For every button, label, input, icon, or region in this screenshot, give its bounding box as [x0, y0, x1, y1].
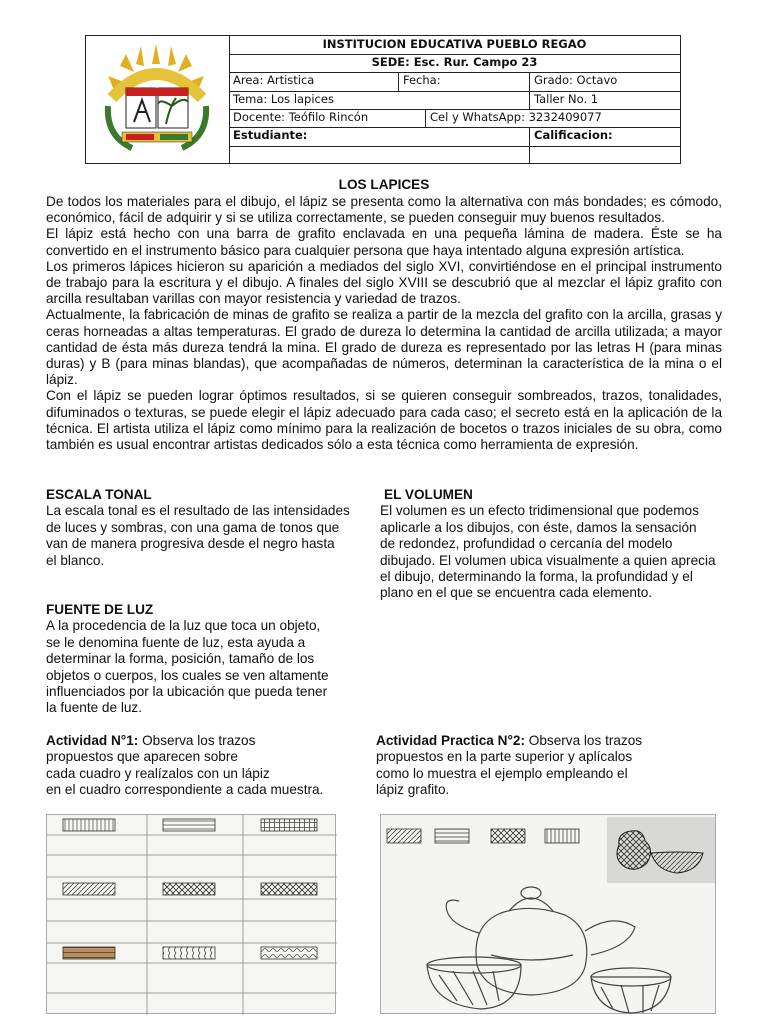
school-logo: [86, 36, 230, 163]
volumen-section: [380, 487, 730, 602]
actividad-1: [46, 733, 366, 799]
text-line: de luces y sombras, con una gama de tonos que: [46, 519, 340, 535]
text-line: Observa los trazos: [524, 733, 643, 748]
taller: Taller No. 1: [529, 91, 680, 109]
actividad-1-label: Actividad N°1:: [46, 733, 139, 748]
institution-name: INSTITUCION EDUCATIVA PUEBLO REGAO: [322, 37, 587, 51]
text-line: propuestos que aparecen sobre: [46, 749, 238, 765]
text-line: aplicarle a los dibujos, con éste, damos la sensación: [380, 519, 697, 535]
intro-paragraph-4: Actualmente, la fabricación de minas de grafito se realiza a partir de la mezcla del grafito con la arcilla, grasas y ceras horneadas a altas temperaturas. El grado de dureza lo determina la cantidad de arcilla utilizada; a mayor cantidad de ésta más dureza tendrá la mina. El grado de dureza es representado por las letras H (para minas duras) y B (para minas blandas), que acompañadas de números, determinan la característica de la mina o el lápiz.: [46, 307, 722, 388]
text-line: El volumen es un efecto tridimensional que podemos: [380, 503, 699, 519]
tema-row: [229, 91, 680, 110]
text-line: en el cuadro correspondiente a cada muestra.: [46, 782, 324, 798]
docente-row: [229, 109, 680, 128]
volumen-heading: EL VOLUMEN: [384, 487, 473, 502]
grado: Grado: Octavo: [529, 72, 680, 91]
teapot-drawing-image: [380, 814, 716, 1014]
sede-row: [229, 54, 680, 73]
text-line: A la procedencia de la luz que toca un objeto,: [46, 618, 321, 634]
empty-row: [229, 146, 680, 163]
text-line: la fuente de luz.: [46, 700, 142, 716]
page-title: LOS LAPICES: [338, 177, 430, 192]
estudiante-row: [229, 127, 680, 147]
intro-paragraph-3: Los primeros lápices hicieron su aparición a mediados del siglo XVI, convirtiéndose en el principal instrumento de trabajo para la escritura y el dibujo. A finales del siglo XVIII se descubrió que al mezclar el lápiz grafito con arcilla resultaban varillas con mayor resistencia y variedad de trazos.: [46, 258, 722, 307]
text-line: propuestos en la parte superior y aplícalos: [376, 749, 633, 765]
text-line: como lo muestra el ejemplo empleando el: [376, 765, 628, 781]
intro-text: [46, 194, 722, 453]
text-line: Observa los trazos: [138, 733, 256, 748]
escala-tonal-section: [46, 487, 366, 569]
actividad-2-line-1: [376, 733, 716, 749]
docente: Docente: Teófilo Rincón: [233, 110, 369, 124]
text-line: de redondez, profundidad o cercanía del modelo: [380, 536, 673, 552]
institution-row: [229, 36, 680, 55]
text-line: van de manera progresiva desde el negro hasta: [46, 536, 335, 552]
text-line: cada cuadro y realízalos con un lápiz: [46, 765, 270, 781]
fecha: Fecha:: [398, 72, 529, 91]
header-table: [85, 35, 681, 164]
fuente-luz-section: [46, 602, 366, 717]
fuente-luz-heading: FUENTE DE LUZ: [46, 602, 154, 617]
text-line: determinar la forma, posición, tamaño de los: [46, 651, 315, 667]
text-line: objetos o cuerpos, los cuales se ven altamente: [46, 667, 329, 683]
actividad-1-line-1: [46, 733, 366, 749]
actividad-2: [376, 733, 716, 799]
escala-tonal-heading: ESCALA TONAL: [46, 487, 152, 502]
stroke-practice-grid-image: [46, 814, 336, 1014]
tema: Tema: Los lapices: [233, 92, 334, 106]
intro-paragraph-1: De todos los materiales para el dibujo, el lápiz se presenta como la alternativa con más bondades; es cómodo, económico, fácil de adquirir y si se utiliza correctamente, se pueden conseguir muy buenos resultados.: [46, 194, 722, 226]
text-line: La escala tonal es el resultado de las intensidades: [46, 503, 350, 519]
area: Area: Artistica: [233, 73, 315, 87]
sede: SEDE: Esc. Rur. Campo 23: [371, 55, 538, 69]
intro-paragraph-5: Con el lápiz se pueden lograr óptimos resultados, si se quieren conseguir sombreados, trazos, tonalidades, difuminados o texturas, se puede elegir el lápiz adecuado para cada caso; el secreto está en la aplicación de la técnica. El artista utiliza el lápiz como mínimo para la realización de bocetos o trazos iniciales de su obra, como también es usual encontrar artistas dedicados sólo a esta técnica como herramienta de expresión.: [46, 388, 722, 453]
text-line: plano en el que se encuentra cada elemento.: [380, 585, 653, 601]
estudiante-field[interactable]: Estudiante:: [233, 128, 308, 142]
text-line: dibujado. El volumen ubica visualmente a quien aprecia: [380, 552, 716, 568]
text-line: lápiz grafito.: [376, 782, 450, 798]
intro-paragraph-2: El lápiz está hecho con una barra de grafito enclavada en una pequeña lámina de madera. Éste se ha convertido en el instrumento básico para cualquier persona que haya intentado alguna expresión artística.: [46, 226, 722, 258]
text-line: se le denomina fuente de luz, esta ayuda a: [46, 634, 306, 650]
contacto: Cel y WhatsApp: 3232409077: [425, 109, 680, 127]
text-line: influenciados por la ubicación que pueda tener: [46, 684, 328, 700]
calificacion-field[interactable]: Calificacion:: [529, 127, 680, 146]
text-line: el blanco.: [46, 552, 105, 568]
area-row: [229, 72, 680, 92]
actividad-2-label: Actividad Practica N°2:: [376, 733, 525, 748]
text-line: el dibujo, determinando la forma, la profundidad y el: [380, 569, 693, 585]
